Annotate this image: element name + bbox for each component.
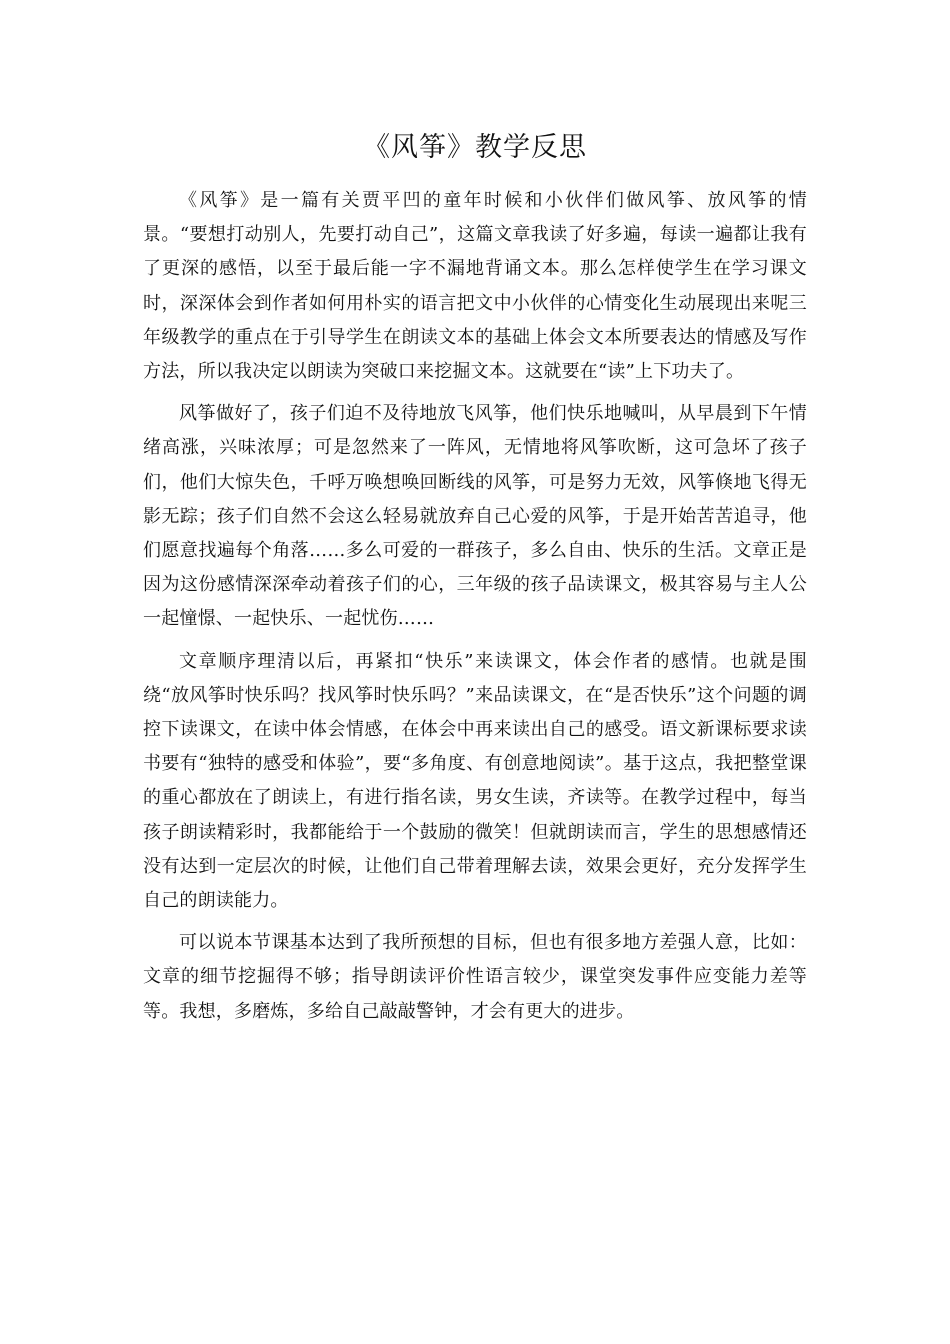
paragraph-1: 《风筝》是一篇有关贾平凹的童年时候和小伙伴们做风筝、放风筝的情景。“要想打动别人，先要打动自己”，这篇文章我读了好多遍，每读一遍都让我有了更深的感悟，以至于最后能一字不漏地背诵文本。那么怎样使学生在学习课文时，深深体会到作者如何用朴实的语言把文中小伙伴的心情变化生动展现出来呢三年级教学的重点在于引导学生在朗读文本的基础上体会文本所要表达的情感及写作方法，所以我决定以朗读为突破口来挖掘文本。这就要在“读”上下功夫了。 (143, 190, 807, 383)
paragraph-3: 文章顺序理清以后，再紧扣“快乐”来读课文，体会作者的感情。也就是围绕“放风筝时快乐吗？找风筝时快乐吗？”来品读课文，在“是否快乐”这个问题的调控下读课文，在读中体会情感，在体会中再来读出自己的感受。语文新课标要求读书要有“独特的感受和体验”，要“多角度、有创意地阅读”。基于这点，我把整堂课的重心都放在了朗读上，有进行指名读，男女生读，齐读等。在教学过程中，每当孩子朗读精彩时，我都能给于一个鼓励的微笑！但就朗读而言，学生的思想感情还没有达到一定层次的时候，让他们自己带着理解去读，效果会更好，充分发挥学生自己的朗读能力。 (143, 650, 807, 912)
document-title: 《风筝》教学反思 (363, 132, 587, 163)
document-body (143, 184, 807, 1037)
paragraph-2: 风筝做好了，孩子们迫不及待地放飞风筝，他们快乐地喊叫，从早晨到下午情绪高涨，兴味浓厚；可是忽然来了一阵风，无情地将风筝吹断，这可急坏了孩子们，他们大惊失色，千呼万唤想唤回断线的风筝，可是努力无效，风筝倏地飞得无影无踪；孩子们自然不会这么轻易就放弃自己心爱的风筝，于是开始苦苦追寻，他们愿意找遍每个角落……多么可爱的一群孩子，多么自由、快乐的生活。文章正是因为这份感情深深牵动着孩子们的心，三年级的孩子品读课文，极其容易与主人公一起憧憬、一起快乐、一起忧伤…… (143, 403, 807, 630)
paragraph-4: 可以说本节课基本达到了我所预想的目标，但也有很多地方差强人意，比如：文章的细节挖掘得不够；指导朗读评价性语言较少，课堂突发事件应变能力差等等。我想，多磨炼，多给自己敲敲警钟，才会有更大的进步。 (143, 932, 807, 1022)
